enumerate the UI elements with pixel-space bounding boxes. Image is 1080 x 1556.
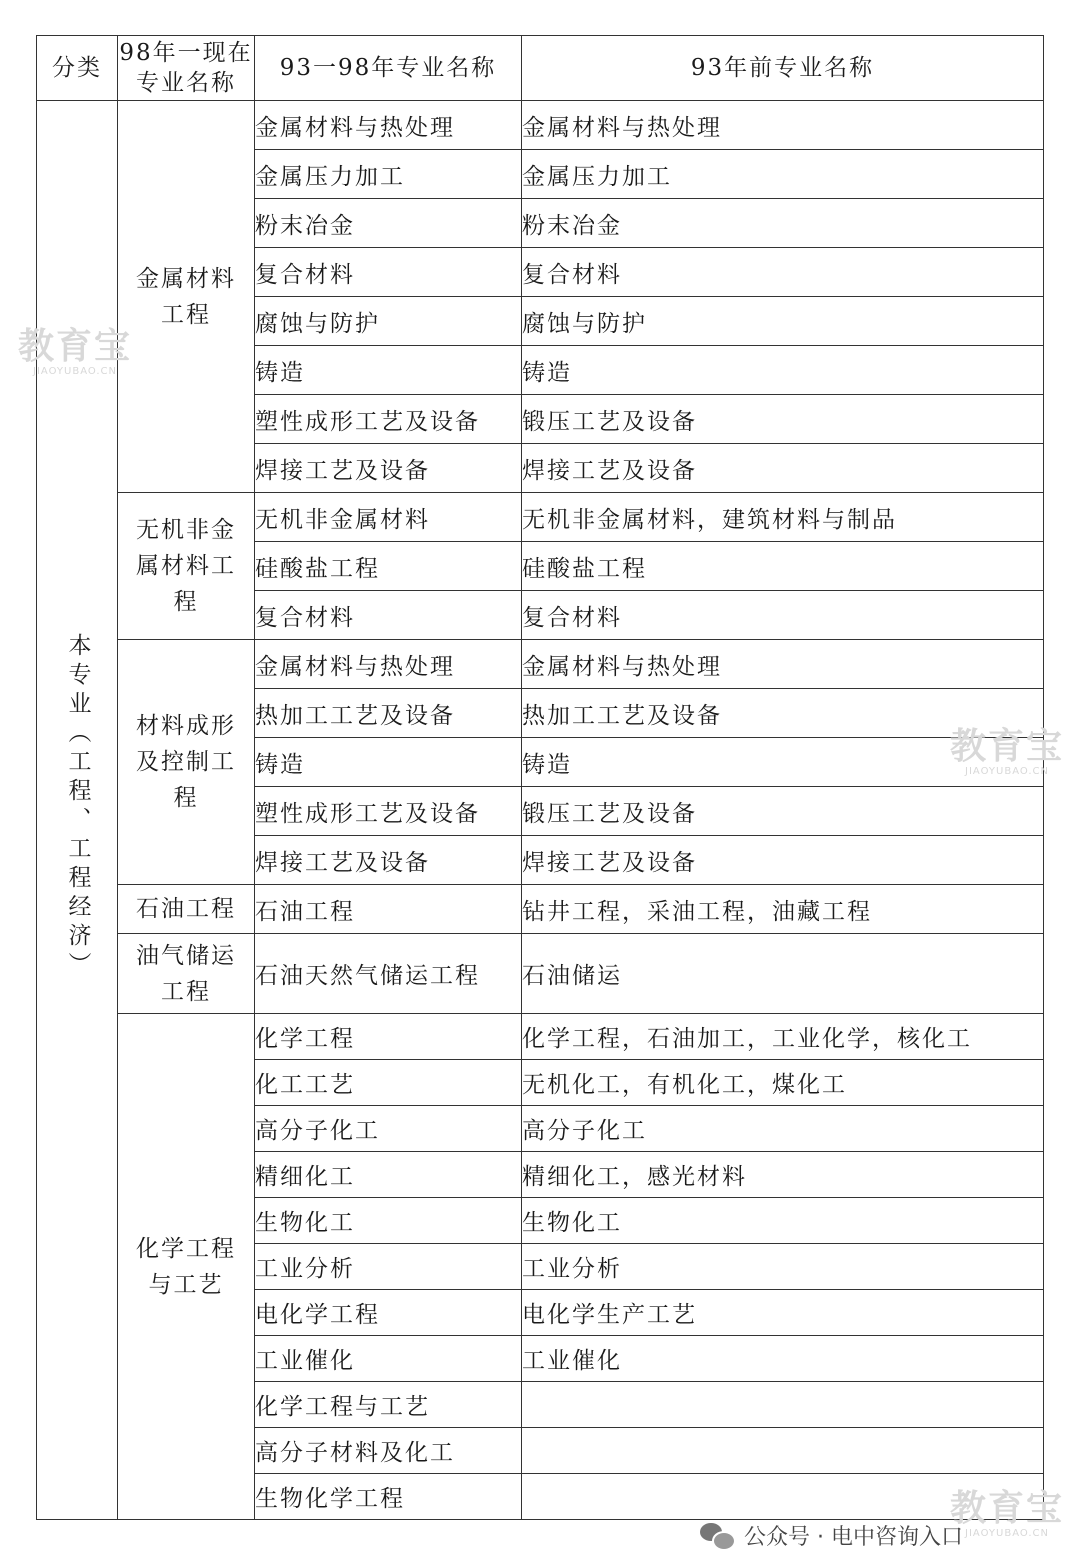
major-pre-93-cell: 热加工工艺及设备 [522, 689, 1044, 738]
major-pre-93-cell: 无机非金属材料，建筑材料与制品 [522, 493, 1044, 542]
major-93-98-cell: 硅酸盐工程 [255, 542, 522, 591]
major-93-98-cell: 高分子化工 [255, 1106, 522, 1152]
major-pre-93-cell: 锻压工艺及设备 [522, 395, 1044, 444]
major-93-98-cell: 化工工艺 [255, 1060, 522, 1106]
major-pre-93-cell: 钻井工程，采油工程，油藏工程 [522, 885, 1044, 934]
watermark-text: 教育宝 [950, 1488, 1065, 1529]
major-93-98-cell: 复合材料 [255, 248, 522, 297]
major-pre-93-cell: 生物化工 [522, 1198, 1044, 1244]
major-pre-93-cell: 石油储运 [522, 934, 1044, 1014]
watermark-text: 教育宝 [950, 726, 1065, 767]
major-93-98-cell: 化学工程与工艺 [255, 1382, 522, 1428]
header-category: 分类 [37, 36, 118, 101]
major-93-98-cell: 石油工程 [255, 885, 522, 934]
major-pre-93-cell: 精细化工，感光材料 [522, 1152, 1044, 1198]
header-current-name-text: 98年一现在 专业名称 [119, 40, 253, 96]
table-row [37, 1014, 1044, 1060]
major-93-98-cell: 工业分析 [255, 1244, 522, 1290]
major-pre-93-cell: 无机化工，有机化工，煤化工 [522, 1060, 1044, 1106]
table-row [37, 934, 1044, 1014]
watermark-sub: JIAOYUBAO.CN [33, 366, 117, 377]
group-name: 材料成形 及控制工 程 [136, 713, 236, 811]
major-pre-93-cell: 粉末冶金 [522, 199, 1044, 248]
major-93-98-cell: 热加工工艺及设备 [255, 689, 522, 738]
major-93-98-cell: 高分子材料及化工 [255, 1428, 522, 1474]
major-pre-93-cell: 金属材料与热处理 [522, 640, 1044, 689]
major-pre-93-cell: 电化学生产工艺 [522, 1290, 1044, 1336]
group-name: 石油工程 [136, 896, 236, 922]
major-table [36, 35, 1044, 1520]
watermark-sub: JIAOYUBAO.CN [965, 1528, 1049, 1539]
header-93-98-name: 93一98年专业名称 [255, 36, 522, 101]
major-93-98-cell: 无机非金属材料 [255, 493, 522, 542]
header-current-name [118, 36, 255, 101]
watermark-right [950, 728, 1064, 778]
group-name-cell [118, 1014, 255, 1520]
major-93-98-cell: 复合材料 [255, 591, 522, 640]
major-pre-93-cell: 锻压工艺及设备 [522, 787, 1044, 836]
major-93-98-cell: 石油天然气储运工程 [255, 934, 522, 1014]
major-93-98-cell: 金属材料与热处理 [255, 101, 522, 150]
major-pre-93-cell: 焊接工艺及设备 [522, 444, 1044, 493]
table-row [37, 885, 1044, 934]
group-name-cell [118, 493, 255, 640]
major-pre-93-cell: 工业催化 [522, 1336, 1044, 1382]
header-row [37, 36, 1044, 101]
table-row [37, 640, 1044, 689]
watermark-bottom [950, 1490, 1064, 1540]
group-name: 金属材料 工程 [136, 265, 236, 328]
major-pre-93-cell: 铸造 [522, 738, 1044, 787]
watermark-sub: JIAOYUBAO.CN [965, 766, 1049, 777]
watermark-text: 教育宝 [18, 326, 133, 367]
group-name-cell [118, 640, 255, 885]
major-93-98-cell: 粉末冶金 [255, 199, 522, 248]
footer [700, 1520, 963, 1551]
major-pre-93-cell: 复合材料 [522, 248, 1044, 297]
major-pre-93-cell: 复合材料 [522, 591, 1044, 640]
major-93-98-cell: 精细化工 [255, 1152, 522, 1198]
major-pre-93-cell [522, 1382, 1044, 1428]
watermark-left [18, 328, 132, 378]
major-pre-93-cell: 工业分析 [522, 1244, 1044, 1290]
major-93-98-cell: 工业催化 [255, 1336, 522, 1382]
category-cell [37, 101, 118, 1520]
major-93-98-cell: 生物化工 [255, 1198, 522, 1244]
wechat-icon [700, 1523, 734, 1549]
group-name: 化学工程 与工艺 [136, 1235, 236, 1298]
major-93-98-cell: 塑性成形工艺及设备 [255, 787, 522, 836]
header-pre-93-name: 93年前专业名称 [522, 36, 1044, 101]
table-row [37, 101, 1044, 150]
major-93-98-cell: 焊接工艺及设备 [255, 444, 522, 493]
major-pre-93-cell: 焊接工艺及设备 [522, 836, 1044, 885]
major-93-98-cell: 铸造 [255, 738, 522, 787]
major-pre-93-cell: 金属材料与热处理 [522, 101, 1044, 150]
table-row [37, 493, 1044, 542]
group-name: 油气储运 工程 [136, 942, 236, 1005]
major-93-98-cell: 腐蚀与防护 [255, 297, 522, 346]
major-93-98-cell: 焊接工艺及设备 [255, 836, 522, 885]
major-93-98-cell: 生物化学工程 [255, 1474, 522, 1520]
group-name-cell [118, 885, 255, 934]
major-pre-93-cell: 硅酸盐工程 [522, 542, 1044, 591]
category-text: 本专业（工程、工程经济） [64, 633, 91, 981]
group-name-cell [118, 101, 255, 493]
major-93-98-cell: 金属材料与热处理 [255, 640, 522, 689]
major-pre-93-cell: 腐蚀与防护 [522, 297, 1044, 346]
group-name-cell [118, 934, 255, 1014]
major-93-98-cell: 铸造 [255, 346, 522, 395]
major-93-98-cell: 电化学工程 [255, 1290, 522, 1336]
footer-text: 公众号 · 电中咨询入口 [744, 1525, 963, 1550]
major-pre-93-cell [522, 1428, 1044, 1474]
major-93-98-cell: 塑性成形工艺及设备 [255, 395, 522, 444]
major-pre-93-cell: 金属压力加工 [522, 150, 1044, 199]
major-pre-93-cell: 铸造 [522, 346, 1044, 395]
major-93-98-cell: 化学工程 [255, 1014, 522, 1060]
major-93-98-cell: 金属压力加工 [255, 150, 522, 199]
major-pre-93-cell: 化学工程，石油加工，工业化学，核化工 [522, 1014, 1044, 1060]
major-pre-93-cell: 高分子化工 [522, 1106, 1044, 1152]
group-name: 无机非金 属材料工 程 [136, 517, 236, 615]
